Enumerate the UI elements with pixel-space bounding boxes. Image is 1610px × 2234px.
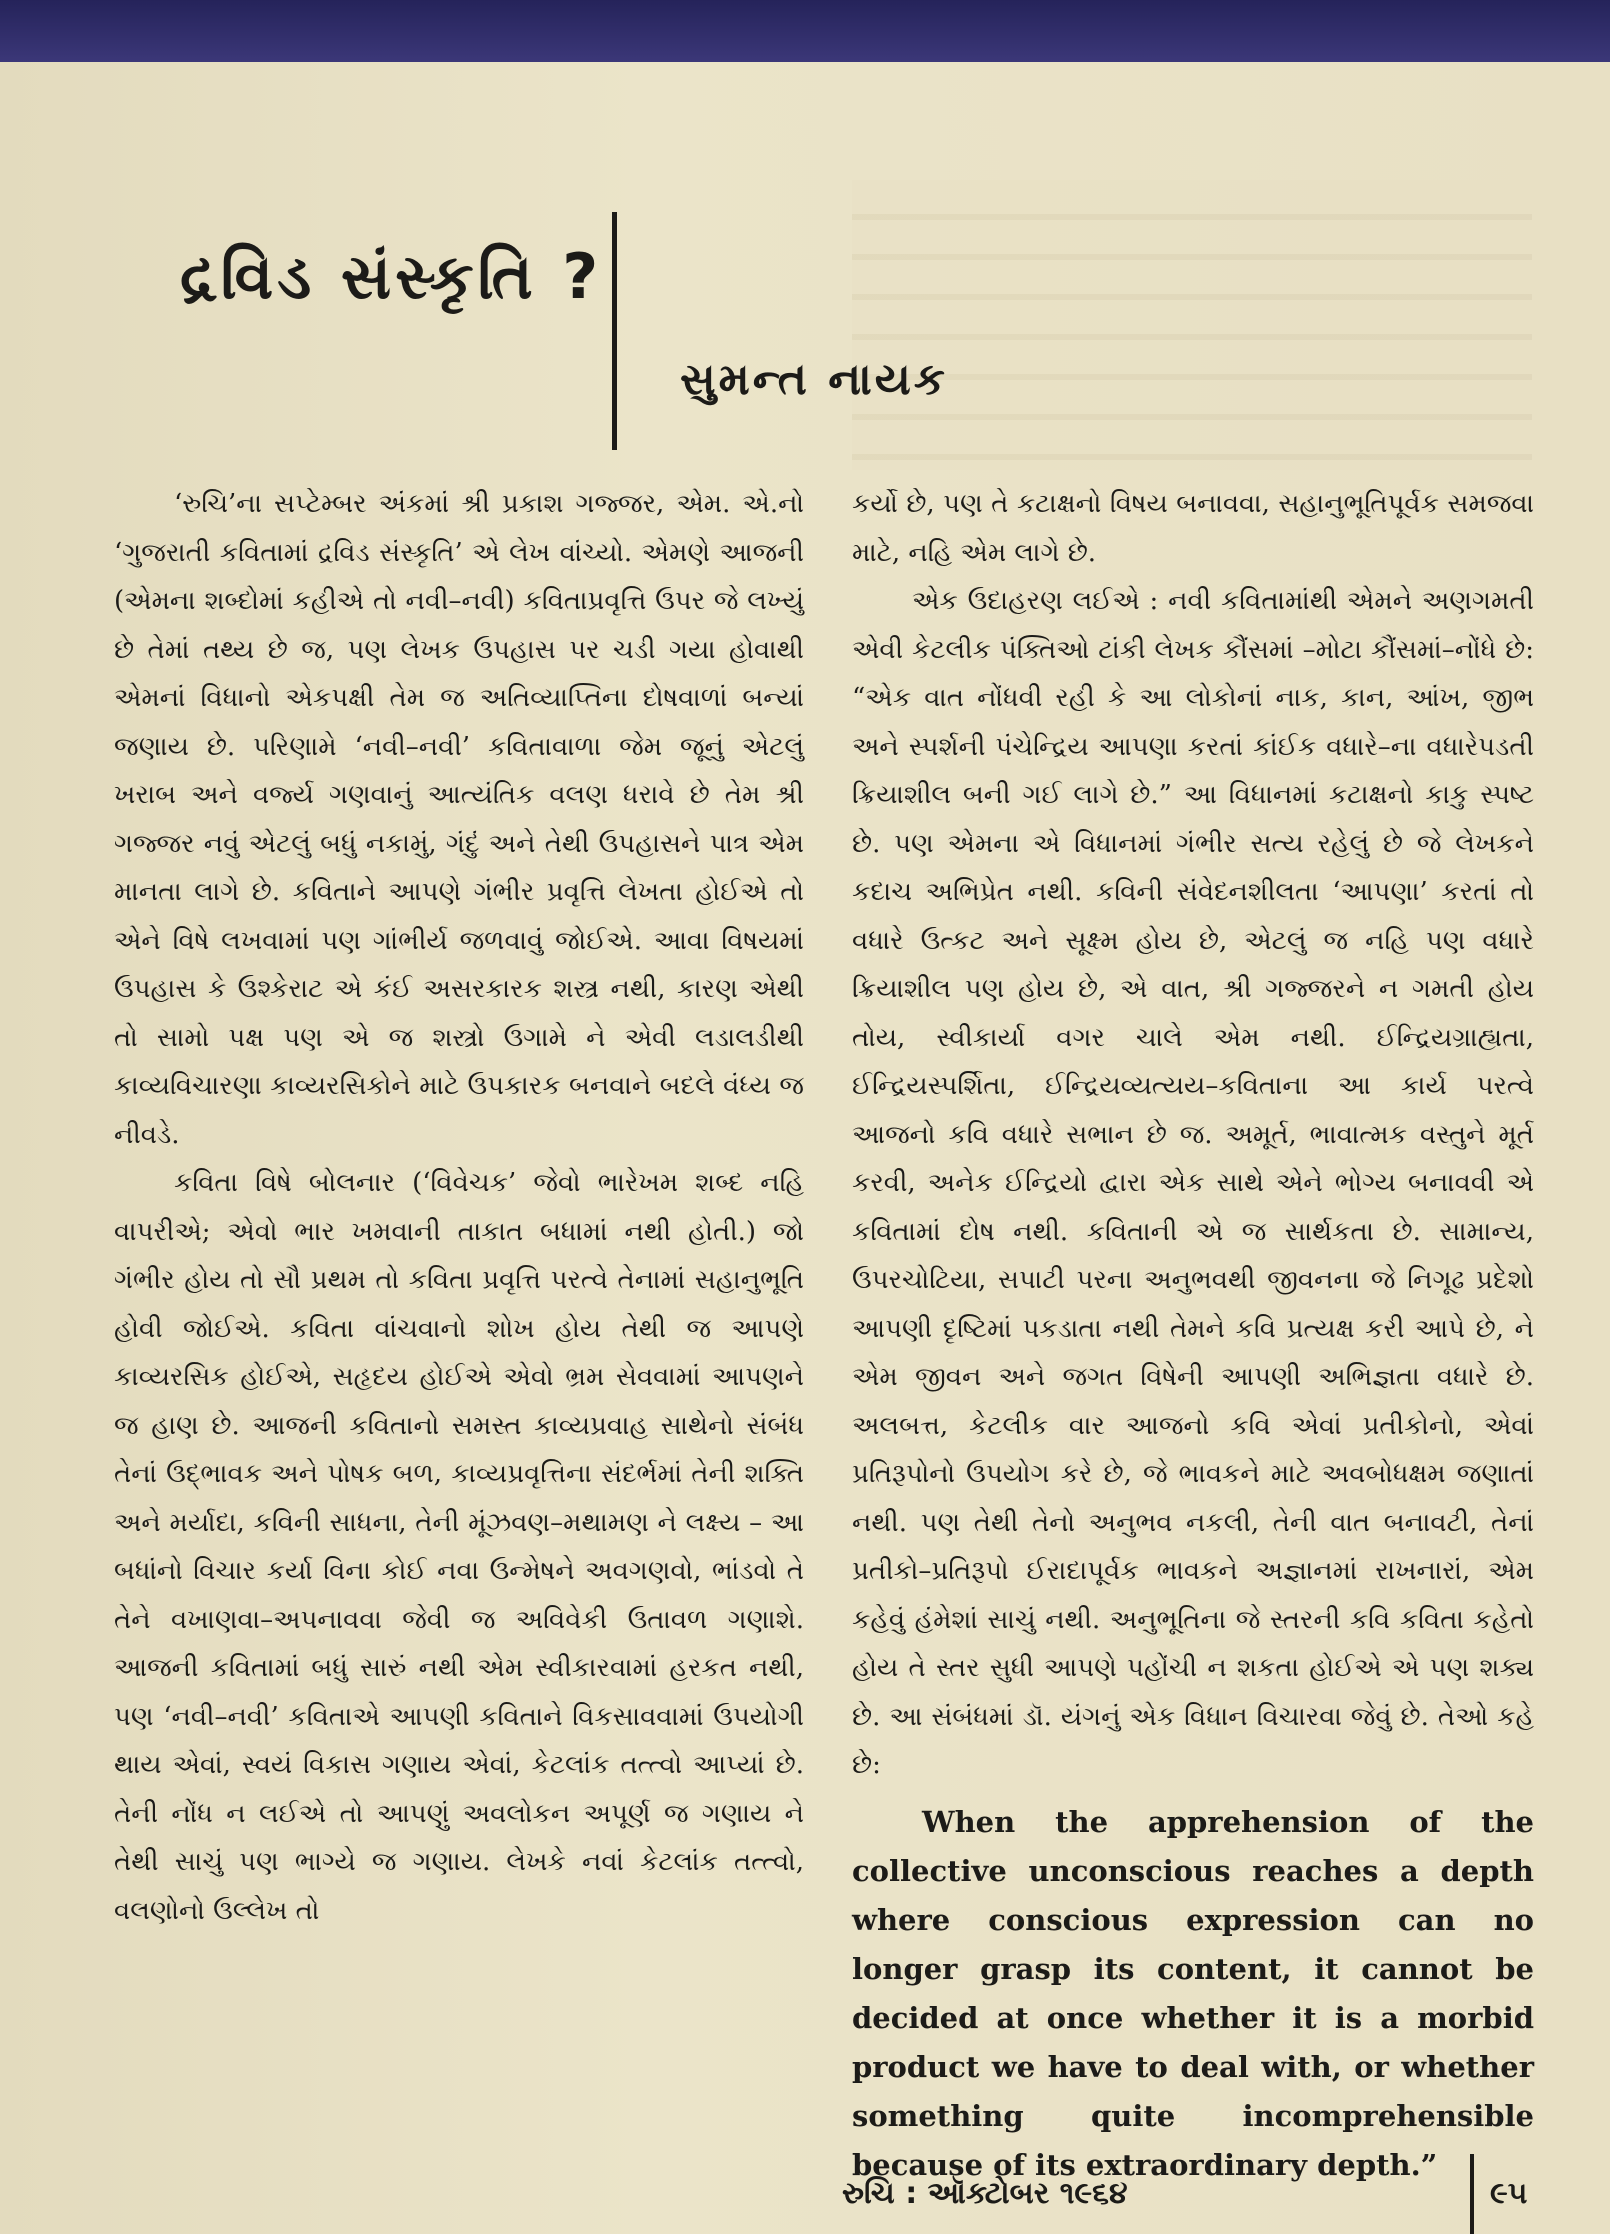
title-divider bbox=[612, 212, 617, 450]
page-number: ૯૫ bbox=[1490, 2176, 1528, 2211]
english-quote: When the apprehension of the collective unconscious reaches a depth where conscious expression can no longer grasp its content, it cannot be decided at once whether it is a morbid product we have to deal with, or whether something quite incomprehensible because of its extraordinary depth.” bbox=[852, 1804, 1534, 2182]
footer-divider bbox=[1470, 2154, 1474, 2234]
scan-top-border bbox=[0, 0, 1610, 62]
paragraph: એક ઉદાહરણ લઈએ : નવી કવિતામાંથી એમને અણગમતી એવી કેટલીક પંક્તિઓ ટાંકી લેખક કૌંસમાં –મોટા કૌંસમાં–નોંધે છે: “એક વાત નોંધવી રહી કે આ લોકોનાં નાક, કાન, આંખ, જીભ અને સ્પર્શની પંચેન્દ્રિય આપણા કરતાં કાંઈક વધારે–ના વધારેપડતી ક્રિયાશીલ બની ગઈ લાગે છે.” આ વિધાનમાં કટાક્ષનો કાકુ સ્પષ્ટ છે. પણ એમના એ વિધાનમાં ગંભીર સત્ય રહેલું છે જે લેખકને કદાચ અભિપ્રેત નથી. કવિની સંવેદનશીલતા ‘આપણા’ કરતાં તો વધારે ઉત્કટ અને સૂક્ષ્મ હોય છે, એટલું જ નહિ પણ વધારે ક્રિયાશીલ પણ હોય છે, એ વાત, શ્રી ગજ્જરને ન ગમતી હોય તોય, સ્વીકાર્યા વગર ચાલે એમ નથી. ઈન્દ્રિયગ્રાહ્યતા, ઈન્દ્રિયસ્પર્શિતા, ઈન્દ્રિયવ્યત્યય–કવિતાના આ કાર્ય પરત્વે આજનો કવિ વધારે સભાન છે જ. અમૂર્ત, ભાવાત્મક વસ્તુને મૂર્ત કરવી, અનેક ઈન્દ્રિયો દ્વારા એક સાથે એને ભોગ્ય બનાવવી એ કવિતામાં દોષ નથી. કવિતાની એ જ સાર્થકતા છે. સામાન્ય, ઉપરચોટિયા, સપાટી પરના અનુભવથી જીવનના જે નિગૂઢ પ્રદેશો આપણી દૃષ્ટિમાં પકડાતા નથી તેમને કવિ પ્રત્યક્ષ કરી આપે છે, ને એમ જીવન અને જગત વિષેની આપણી અભિજ્ઞતા વધારે છે. અલબત્ત, કેટલીક વાર આજનો કવિ એવાં પ્રતીકોનો, એવાં પ્રતિરૂપોનો ઉપયોગ કરે છે, જે ભાવકને માટે અવબોધક્ષમ જણાતાં નથી. પણ તેથી તેનો અનુભવ નકલી, તેની વાત બનાવટી, તેનાં પ્રતીકો–પ્રતિરૂપો ઈરાદાપૂર્વક ભાવકને અજ્ઞાનમાં રાખનારાં, એમ કહેવું હંમેશાં સાચું નથી. અનુભૂતિના જે સ્તરની કવિ કવિતા કહેતો હોય તે સ્તર સુધી આપણે પહોંચી ન શકતા હોઈએ એ પણ શક્ય છે. આ સંબંધમાં ડૉ. યંગનું એક વિધાન વિચારવા જેવું છે. તેઓ કહે છે: bbox=[852, 586, 1534, 1780]
running-head: રુચિ : ઑક્ટોબર ૧૯૬૪ bbox=[842, 2176, 1128, 2211]
right-column bbox=[852, 480, 1534, 2190]
paragraph: ‘રુચિ’ના સપ્ટેમ્બર અંકમાં શ્રી પ્રકાશ ગજ્જર, એમ. એ.નો ‘ગુજરાતી કવિતામાં દ્રવિડ સંસ્કૃતિ’ એ લેખ વાંચ્યો. એમણે આજની (એમના શબ્દોમાં કહીએ તો નવી–નવી) કવિતાપ્રવૃત્તિ ઉપર જે લખ્યું છે તેમાં તથ્ય છે જ, પણ લેખક ઉપહાસ પર ચડી ગયા હોવાથી એમનાં વિધાનો એકપક્ષી તેમ જ અતિવ્યાપ્તિના દોષવાળાં બન્યાં જણાય છે. પરિણામે ‘નવી–નવી’ કવિતાવાળા જેમ જૂનું એટલું ખરાબ અને વર્જ્ય ગણવાનું આત્યંતિક વલણ ધરાવે છે તેમ શ્રી ગજ્જર નવું એટલું બધું નકામું, ગંદું અને તેથી ઉપહાસને પાત્ર એમ માનતા લાગે છે. કવિતાને આપણે ગંભીર પ્રવૃત્તિ લેખતા હોઈએ તો એને વિષે લખવામાં પણ ગાંભીર્ય જળવાવું જોઈએ. આવા વિષયમાં ઉપહાસ કે ઉશ્કેરાટ એ કંઈ અસરકારક શસ્ત્ર નથી, કારણ એથી તો સામો પક્ષ પણ એ જ શસ્ત્રો ઉગામે ને એવી લડાલડીથી કાવ્યવિચારણા કાવ્યરસિકોને માટે ઉપકારક બનવાને બદલે વંધ્ય જ નીવડે. bbox=[114, 489, 804, 1150]
article-author: સુમન્ત નાયક bbox=[680, 354, 948, 405]
article-title: દ્રવિડ સંસ્કૃતિ ? bbox=[180, 240, 603, 313]
bleed-through-text bbox=[852, 180, 1532, 470]
paragraph: કર્યો છે, પણ તે કટાક્ષનો વિષય બનાવવા, સહાનુભૂતિપૂર્વક સમજવા માટે, નહિ એમ લાગે છે. bbox=[852, 489, 1534, 568]
paragraph: કવિતા વિષે બોલનાર (‘વિવેચક’ જેવો ભારેખમ શબ્દ નહિ વાપરીએ; એવો ભાર ખમવાની તાકાત બધામાં નથી હોતી.) જો ગંભીર હોય તો સૌ પ્રથમ તો કવિતા પ્રવૃત્તિ પરત્વે તેનામાં સહાનુભૂતિ હોવી જોઈએ. કવિતા વાંચવાનો શોખ હોય તેથી જ આપણે કાવ્યરસિક હોઈએ, સહૃદય હોઈએ એવો ભ્રમ સેવવામાં આપણને જ હાણ છે. આજની કવિતાનો સમસ્ત કાવ્યપ્રવાહ સાથેનો સંબંધ તેનાં ઉદ્‌ભાવક અને પોષક બળ, કાવ્યપ્રવૃત્તિના સંદર્ભમાં તેની શક્તિ અને મર્યાદા, કવિની સાધના, તેની મૂંઝવણ–મથામણ ને લક્ષ્ય – આ બધાંનો વિચાર કર્યા વિના કોઈ નવા ઉન્મેષને અવગણવો, ભાંડવો તે તેને વખાણવા–અપનાવવા જેવી જ અવિવેકી ઉતાવળ ગણાશે. આજની કવિતામાં બધું સારું નથી એમ સ્વીકારવામાં હરકત નથી, પણ ‘નવી–નવી’ કવિતાએ આપણી કવિતાને વિકસાવવામાં ઉપયોગી થાય એવાં, સ્વયં વિકાસ ગણાય એવાં, કેટલાંક તત્ત્વો આપ્યાં છે. તેની નોંધ ન લઈએ તો આપણું અવલોકન અપૂર્ણ જ ગણાય ને તેથી સાચું પણ ભાગ્યે જ ગણાય. લેખકે નવાં કેટલાંક તત્ત્વો, વલણોનો ઉલ્લેખ તો bbox=[114, 1168, 804, 1926]
left-column bbox=[114, 480, 804, 1935]
